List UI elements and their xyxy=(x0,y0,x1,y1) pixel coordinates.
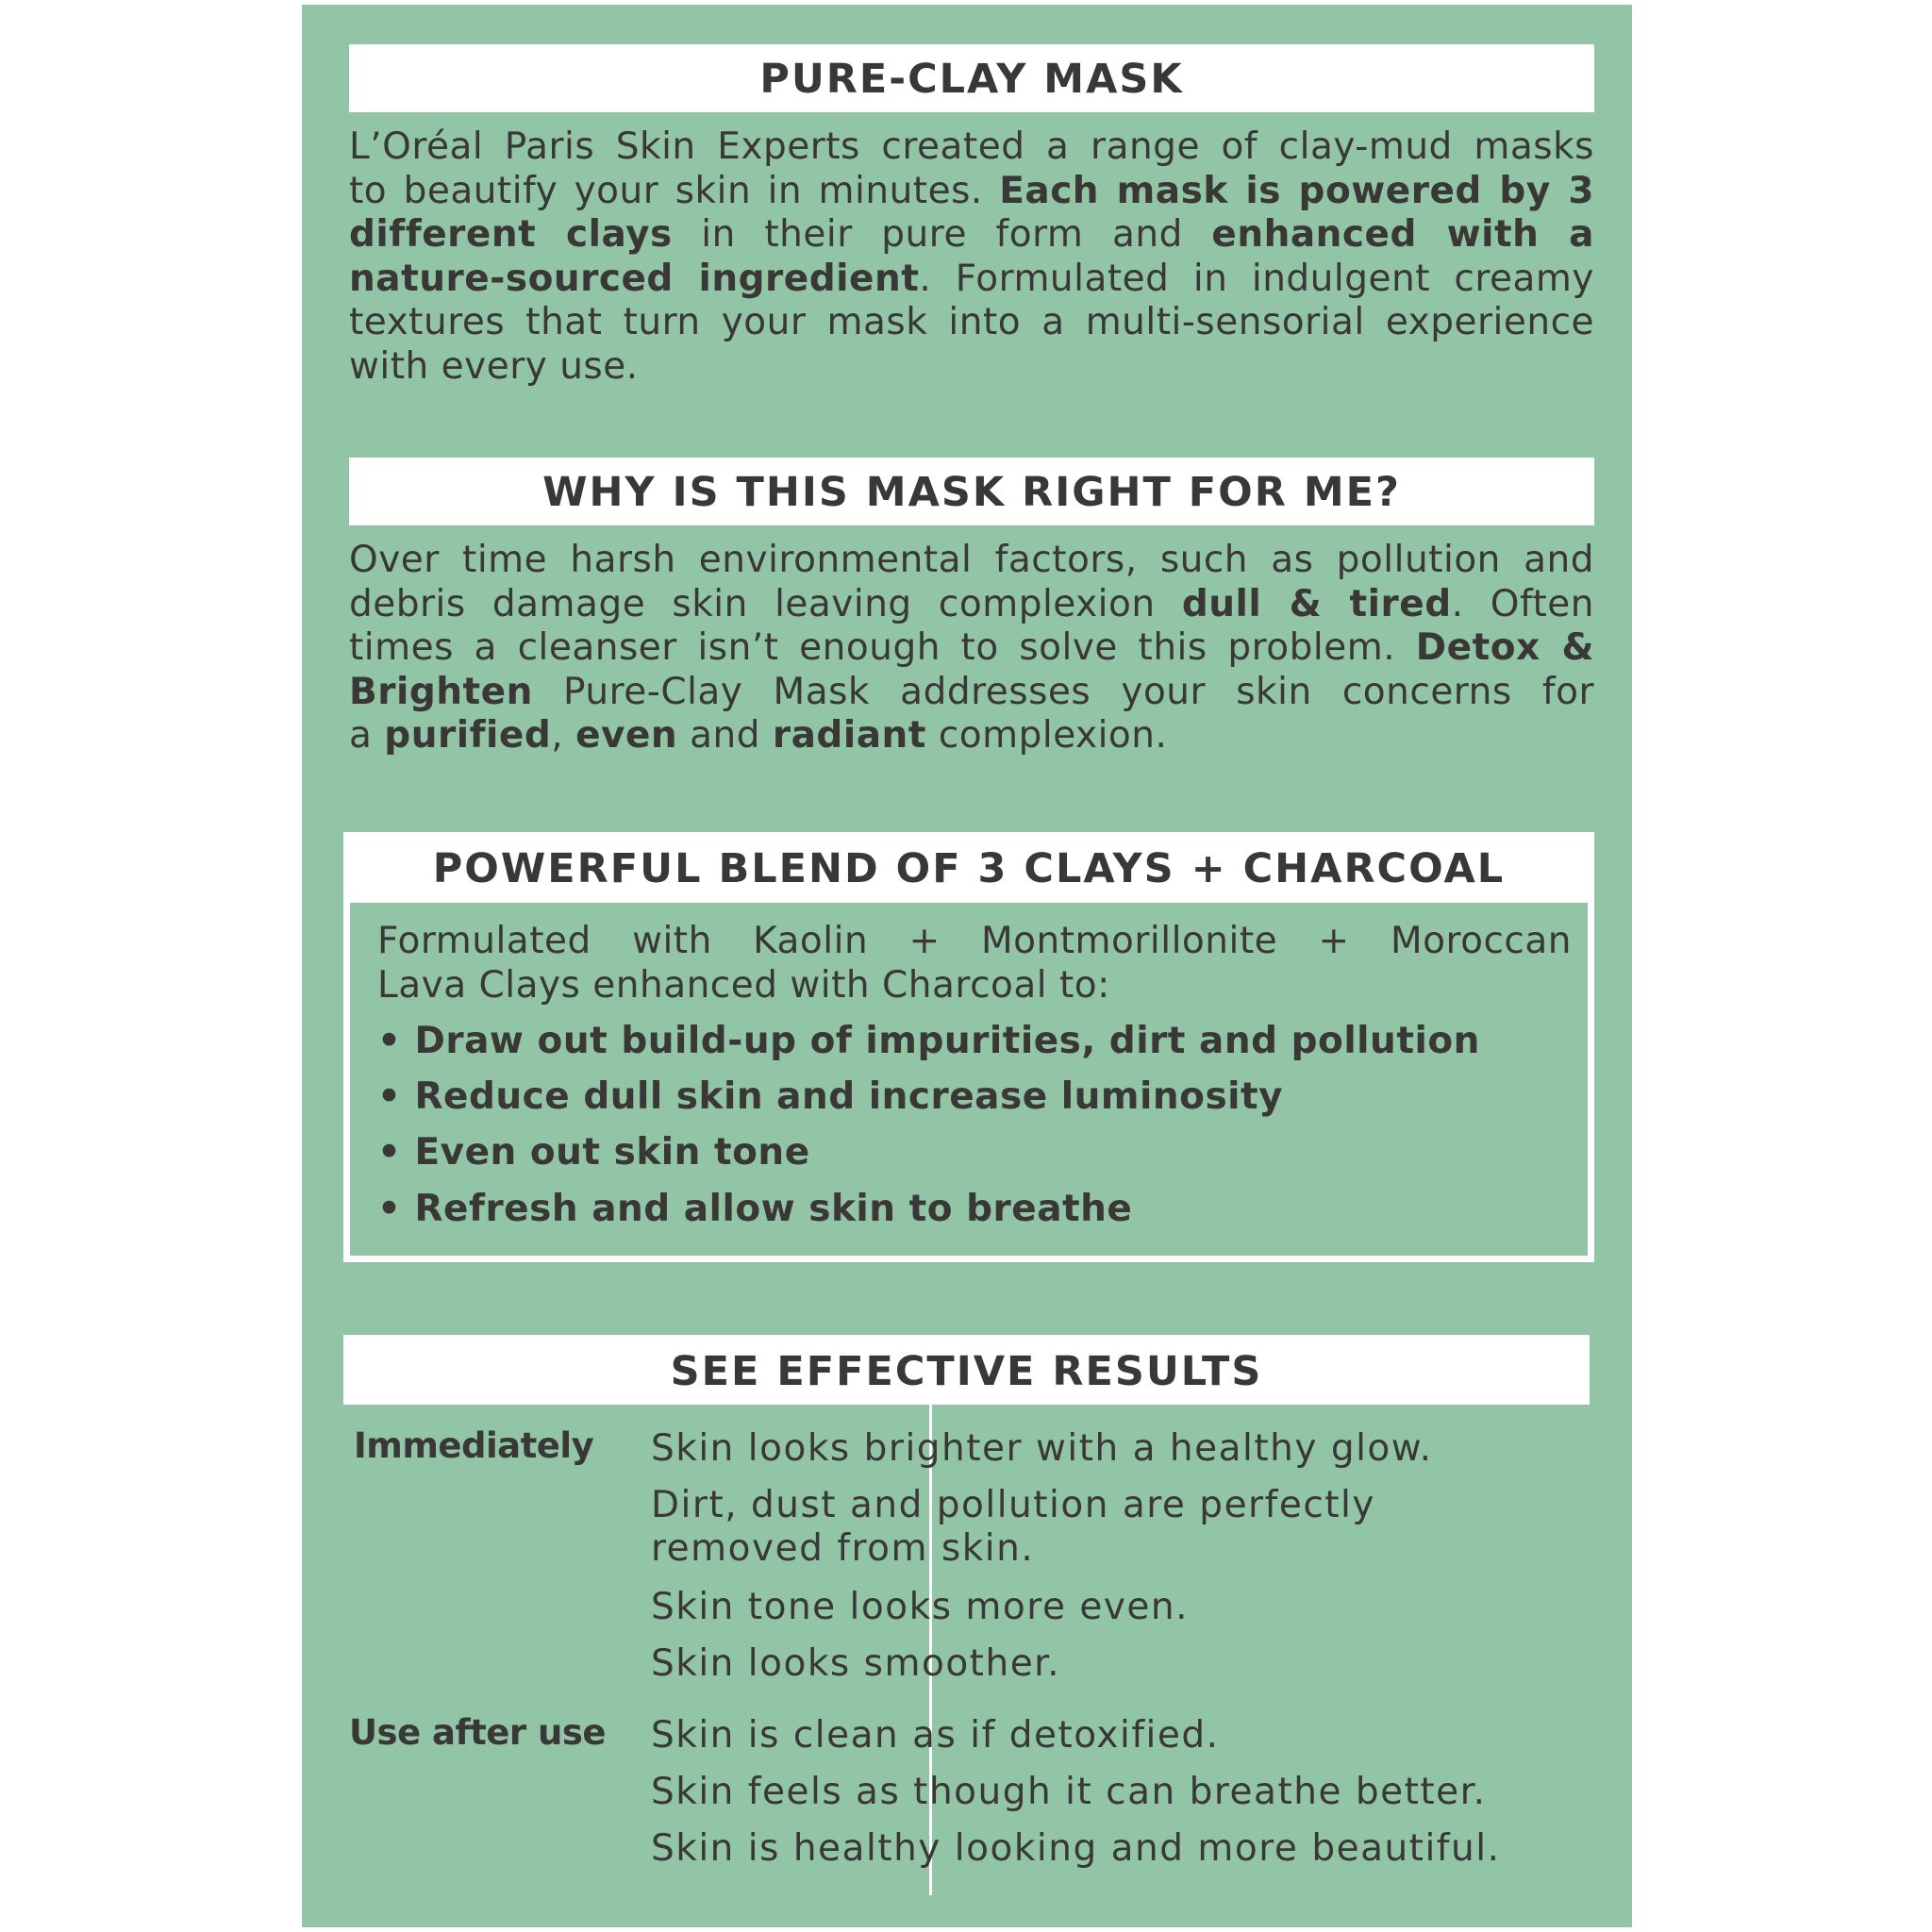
result-line: Skin looks brighter with a healthy glow. xyxy=(651,1427,1433,1470)
result-line: Skin tone looks more even. xyxy=(651,1586,1190,1628)
result-label-immediately: Immediately xyxy=(354,1425,594,1466)
paragraph-line xyxy=(349,626,1594,671)
bullet-item: • Draw out build-up of impurities, dirt and pollution xyxy=(377,1020,1480,1062)
result-line: Skin feels as though it can breathe better. xyxy=(651,1771,1487,1813)
heading-effective-results: SEE EFFECTIVE RESULTS xyxy=(343,1335,1590,1405)
bold-text: dull & tired xyxy=(1181,582,1452,625)
paragraph-line xyxy=(349,301,1594,345)
text-run: Over time harsh environmental factors, such as pollution and xyxy=(349,539,1594,581)
heading-pure-clay-mask: PURE-CLAY MASK xyxy=(349,44,1594,112)
paragraph-line xyxy=(349,125,1594,170)
result-label-use-after-use: Use after use xyxy=(349,1712,606,1753)
bold-text: Detox & xyxy=(1415,626,1594,669)
result-line: Skin is healthy looking and more beautiful. xyxy=(651,1827,1501,1870)
paragraph-line xyxy=(349,170,1594,214)
why-right-paragraph xyxy=(349,539,1594,758)
heading-powerful-blend: POWERFUL BLEND OF 3 CLAYS + CHARCOAL xyxy=(343,832,1594,903)
bold-text: radiant xyxy=(772,714,926,757)
package-panel xyxy=(302,5,1632,1927)
bullet-item: • Refresh and allow skin to breathe xyxy=(377,1188,1133,1230)
bold-text: even xyxy=(575,714,678,757)
text-run: Pure-Clay Mask addresses your skin concerns for xyxy=(532,670,1594,713)
paragraph-line xyxy=(349,671,1594,715)
result-line: Skin is clean as if detoxified. xyxy=(651,1714,1220,1757)
text-run: . Formulated in indulgent creamy xyxy=(919,257,1595,300)
blend-intro xyxy=(377,920,1572,1008)
paragraph-line xyxy=(349,583,1594,627)
result-line: Skin looks smoother. xyxy=(651,1642,1061,1685)
result-line: Dirt, dust and pollution are perfectly xyxy=(651,1484,1375,1526)
heading-why-right: WHY IS THIS MASK RIGHT FOR ME? xyxy=(349,458,1594,525)
bold-text: nature-sourced ingredient xyxy=(349,257,920,300)
paragraph-line xyxy=(349,539,1594,583)
bold-text: purified xyxy=(384,714,552,757)
bullet-item: • Reduce dull skin and increase luminosity xyxy=(377,1075,1284,1118)
text-run: textures that turn your mask into a multi-sensorial experience xyxy=(349,301,1594,343)
result-line: removed from skin. xyxy=(651,1527,1035,1570)
text-run: to beautify your skin in minutes. xyxy=(349,169,1000,212)
pure-clay-paragraph xyxy=(349,125,1594,389)
blend-intro-line: Lava Clays enhanced with Charcoal to: xyxy=(377,963,1110,1007)
bold-text: different clays xyxy=(349,213,673,256)
text-run: debris damage skin leaving complexion xyxy=(349,582,1182,625)
paragraph-line xyxy=(349,213,1594,258)
text-run: complexion. xyxy=(925,714,1168,757)
text-run: L’Oréal Paris Skin Experts created a range of clay-mud masks xyxy=(349,125,1594,168)
paragraph-line xyxy=(349,258,1594,302)
bold-text: Brighten xyxy=(349,670,533,713)
text-run: , xyxy=(551,714,576,757)
bold-text: enhanced with a xyxy=(1211,213,1594,256)
text-run: in their pure form and xyxy=(672,213,1212,256)
paragraph-line xyxy=(349,345,1594,390)
text-run: and xyxy=(677,714,773,757)
text-run: with every use. xyxy=(349,344,639,388)
bullet-item: • Even out skin tone xyxy=(377,1131,810,1174)
text-run: times a cleanser isn’t enough to solve this problem. xyxy=(349,626,1416,669)
paragraph-line xyxy=(349,714,1594,758)
blend-intro-line: Formulated with Kaolin + Montmorillonite + Moroccan xyxy=(377,920,1572,962)
text-run: . Often xyxy=(1451,582,1594,625)
bold-text: Each mask is powered by 3 xyxy=(999,169,1595,212)
text-run: a xyxy=(349,714,385,757)
